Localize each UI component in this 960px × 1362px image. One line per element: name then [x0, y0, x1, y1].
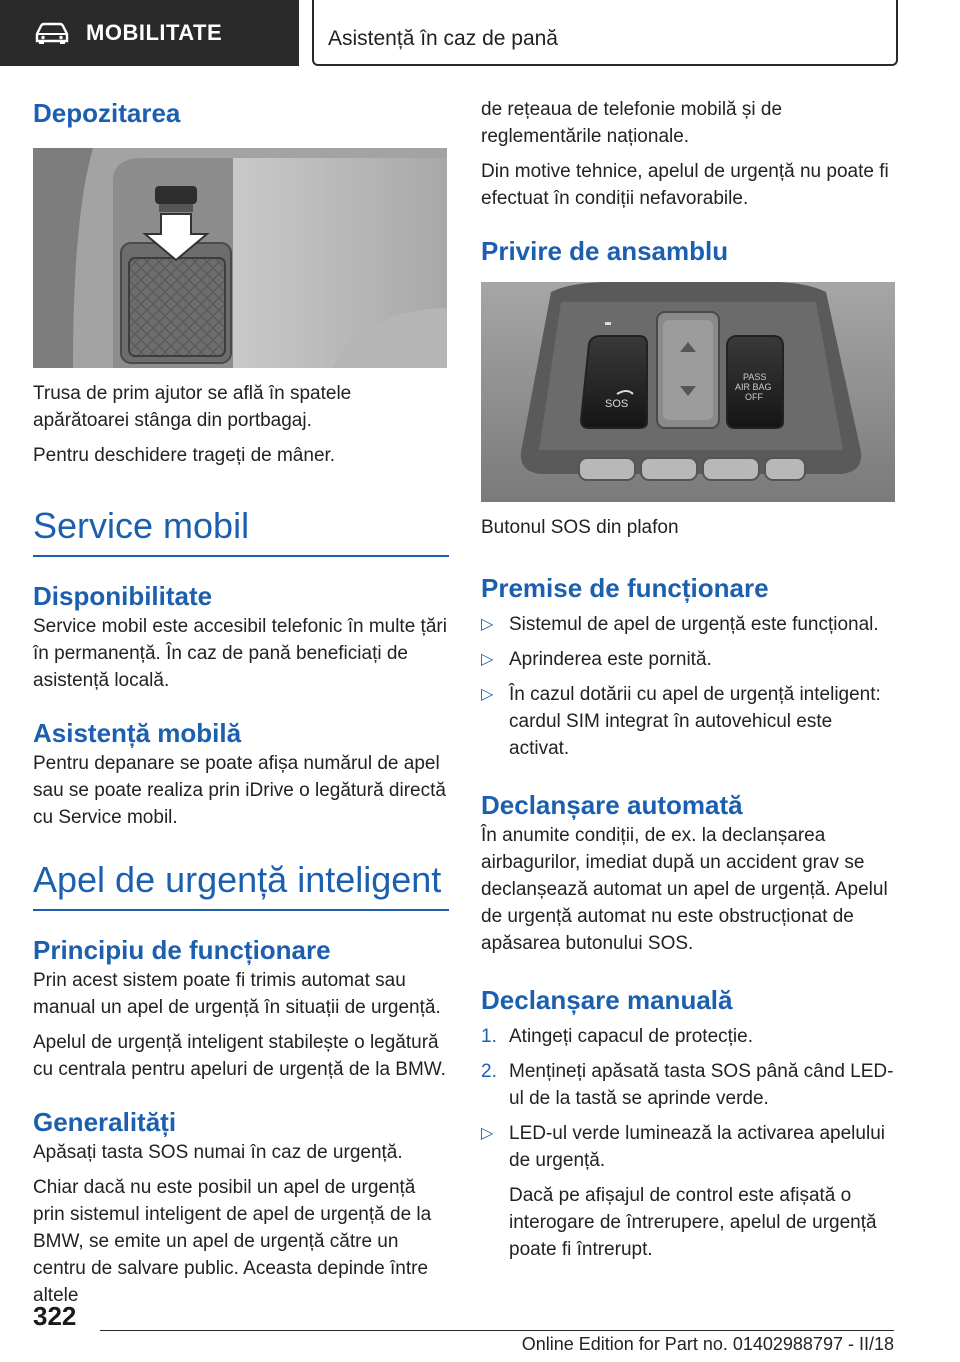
declansare-manuala-heading: Declanșare manuală: [481, 985, 733, 1015]
chapter-rule: [33, 909, 449, 911]
page-footer: [0, 1290, 960, 1362]
sos-label: SOS: [605, 398, 629, 410]
steps-list: [481, 1023, 897, 1112]
declansare-automata-paragraph: În anumite condiții, de ex. la declanșarea airbagurilor, imediat după un accident grav se declanșează automat un apel de urgență. Apelul de urgență automat nu este obstrucționat de apăsarea butonului SOS.: [481, 825, 888, 954]
asistenta-mobila-paragraph: Pentru depanare se poate afișa numărul de apel sau se poate realiza prin iDrive o legătură directă cu Service mobil.: [33, 753, 446, 828]
figure-caption: Butonul SOS din plafon: [481, 517, 679, 538]
list-item: 1. Atingeți capacul de protecție.: [481, 1026, 753, 1047]
list-item: 2. Mențineți apăsată tasta SOS până când LED-ul de la tastă se aprinde verde.: [481, 1061, 894, 1109]
privire-heading: Privire de ansamblu: [481, 236, 729, 266]
disponibilitate-paragraph: Service mobil este accesibil telefonic în multe țări în permanență. În caz de pană beneficiați de asistență locală.: [33, 616, 447, 691]
storage-paragraph-1: Trusa de prim ajutor se află în spatele apărătoarei stânga din portbagaj.: [33, 383, 352, 431]
left-column: [33, 96, 449, 1309]
storage-paragraph-2: Pentru deschidere trageți de mâner.: [33, 445, 336, 466]
disponibilitate-heading: Disponibilitate: [33, 581, 213, 611]
airbag-label: AIR BAG: [735, 382, 772, 392]
list-item: ▷ Sistemul de apel de urgență este funcțional.: [481, 611, 897, 638]
chapter-rule: [33, 555, 449, 557]
sos-button-figure: [481, 282, 895, 502]
premise-list: [481, 611, 897, 762]
section-name: MOBILITATE: [86, 20, 223, 45]
motive-tehnice-paragraph: Din motive tehnice, apelul de urgență nu poate fi efectuat în condiții nefavorabile.: [481, 161, 889, 209]
led-list: [481, 1120, 897, 1174]
list-item: ▷ Aprinderea este pornită.: [481, 646, 897, 673]
apel-urgenta-heading: Apel de urgență inteligent: [33, 859, 442, 900]
led-note: Dacă pe afișajul de control este afișată o interogare de întrerupere, apelul de urgență poate fi întrerupt.: [509, 1185, 877, 1260]
triangle-bullet-icon: ▷: [481, 1125, 494, 1142]
page-number: 322: [33, 1301, 77, 1331]
declansare-automata-heading: Declanșare automată: [481, 790, 743, 820]
list-item: ▷ LED-ul verde luminează la activarea apelului de urgență.: [481, 1120, 897, 1174]
principiu-paragraph-2: Apelul de urgență inteligent stabilește o legătură cu centrala pentru apeluri de urgență de la BMW.: [33, 1032, 446, 1080]
edition-text: Online Edition for Part no. 01402988797 - II/18: [521, 1334, 894, 1354]
asistenta-mobila-heading: Asistență mobilă: [33, 718, 242, 748]
premise-heading: Premise de funcționare: [481, 573, 769, 603]
section-tab: [0, 0, 299, 66]
service-mobil-heading: Service mobil: [33, 505, 250, 546]
generalitati-heading: Generalități: [33, 1107, 177, 1137]
list-item: ▷ În cazul dotării cu apel de urgență inteligent: cardul SIM integrat în autovehicul este activat.: [481, 681, 897, 762]
chapter-name: Asistență în caz de pană: [328, 27, 558, 50]
trunk-storage-figure: [33, 148, 447, 368]
chapter-box: [312, 0, 898, 66]
retea-paragraph: de rețeaua de telefonie mobilă și de reglementările naționale.: [481, 99, 783, 147]
right-column: [481, 96, 897, 1263]
depozitarea-heading: Depozitarea: [33, 98, 181, 128]
pass-label: PASS: [743, 372, 767, 382]
car-icon: [34, 22, 70, 44]
principiu-paragraph-1: Prin acest sistem poate fi trimis automat sau manual un apel de urgență în situații de urgență.: [33, 970, 441, 1018]
triangle-bullet-icon: ▷: [481, 651, 494, 668]
principiu-heading: Principiu de funcționare: [33, 935, 331, 965]
generalitati-paragraph-2: Chiar dacă nu este posibil un apel de urgență prin sistemul inteligent de apel de urgență de la BMW, se emite un apel de urgență către un centru de salvare public. Aceasta depinde între altele: [33, 1177, 432, 1306]
off-label: OFF: [745, 392, 763, 402]
generalitati-paragraph-1: Apăsați tasta SOS numai în caz de urgență.: [33, 1142, 403, 1163]
page-header: [0, 0, 960, 66]
triangle-bullet-icon: ▷: [481, 686, 494, 703]
footer-rule: [100, 1330, 894, 1331]
triangle-bullet-icon: ▷: [481, 616, 494, 633]
